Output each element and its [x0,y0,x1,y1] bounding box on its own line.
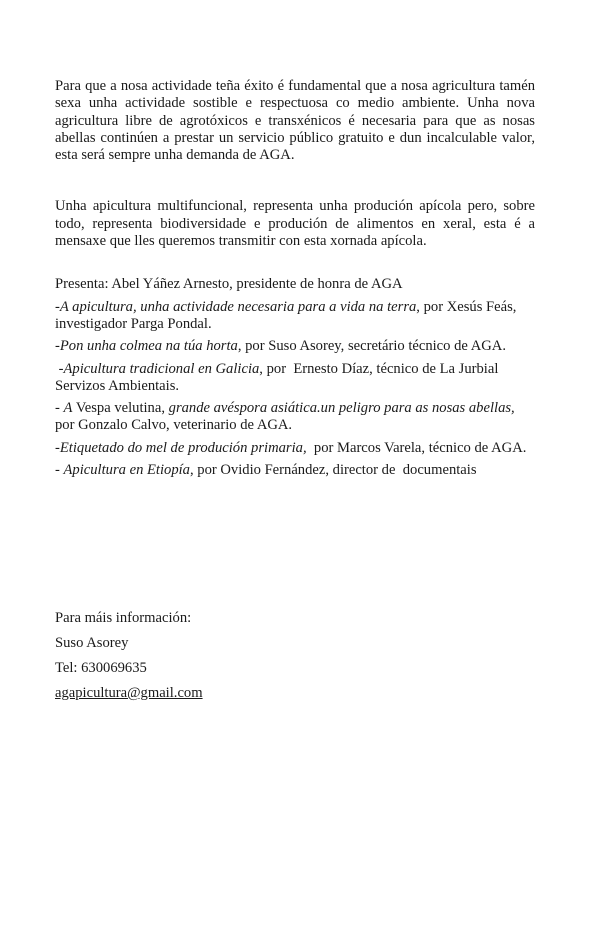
talk-item: - Apicultura en Etiopía, por Ovidio Fernández, director de documentais [55,462,477,479]
intro-paragraph-1: Para que a nosa actividade teña éxito é fundamental que a nosa agricultura tamén sexa unha actividade sostible e respectuosa co medio ambiente. Unha nova agricultura libre de agrotóxicos e transxénicos é necesaria para que as nosas abellas continúen a prestar un servicio público gratuito e dun incalculable valor, esta será sempre unha demanda de AGA. [55,78,535,164]
contact-heading: Para máis información: [55,610,192,626]
talk-item: -Etiquetado do mel de produción primaria, por Marcos Varela, técnico de AGA. [55,439,527,456]
talk-title: Etiquetado do mel de produción primaria, [59,439,307,456]
talk-item: -Apicultura tradicional en Galicia, por Ernesto Díaz, técnico de La Jurbial Servizos Ambientais. [55,360,503,394]
contact-email-link[interactable]: agapicultura@gmail.com [55,685,203,701]
presenter-line: Presenta: Abel Yáñez Arnesto, presidente de honra de AGA [55,276,403,293]
talk-title: grande avéspora asiática.un peligro para as nosas abellas, [168,400,515,417]
intro-paragraph-2: Unha apicultura multifuncional, representa unha produción apícola pero, sobre todo, representa biodiversidade e produción de alimentos en xeral, esta é a mensaxe que lles queremos transmitir con esta xornada apícola. [55,198,535,250]
contact-block [55,610,203,710]
talk-item: - A Vespa velutina, grande avéspora asiática.un peligro para as nosas abellas, por Gonzalo Calvo, veterinario de AGA. [55,400,515,434]
talk-title: A apicultura, unha actividade necesaria para a vida na terra [59,298,417,315]
talk-item: -A apicultura, unha actividade necesaria para a vida na terra, por Xesús Feás, investigador Parga Pondal. [55,298,517,332]
contact-name: Suso Asorey [55,635,129,651]
contact-phone: Tel: 630069635 [55,660,147,676]
document-body [55,78,535,484]
talk-title: Apicultura en Etiopía [63,462,190,479]
talk-title: Pon unha colmea na túa horta [59,338,238,355]
talk-item: -Pon unha colmea na túa horta, por Suso Asorey, secretário técnico de AGA. [55,338,506,355]
talk-title: Apicultura tradicional en Galicia [63,360,260,377]
